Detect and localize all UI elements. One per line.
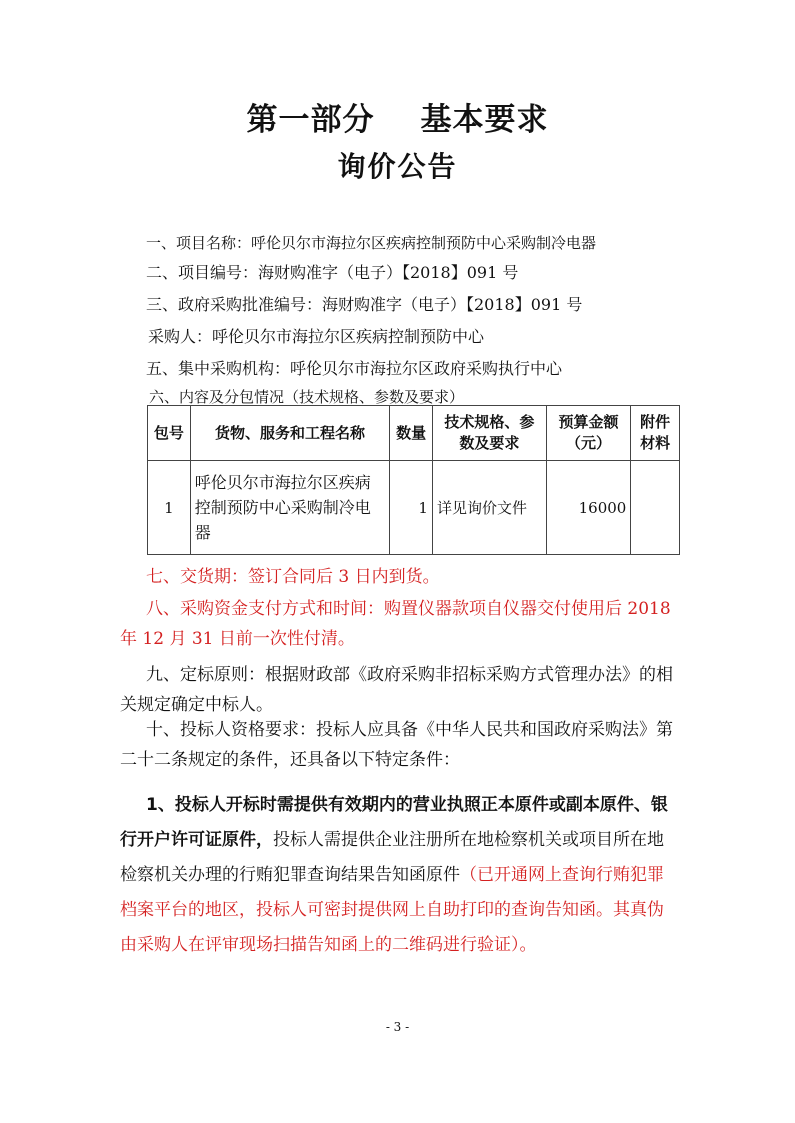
payment-paragraph: 八、采购资金支付方式和时间：购置仪器款项自仪器交付使用后 2018 年 12 月 31 日前一次性付清。 <box>120 599 671 649</box>
requirement-item-1 <box>120 788 680 963</box>
header-cell-attachment: 附件材料 <box>631 406 680 461</box>
content-line: 六、内容及分包情况（技术规格、参数及要求） <box>149 388 465 406</box>
header-cell-budget: 预算金额（元） <box>546 406 631 461</box>
cell-qty: 1 <box>390 461 433 555</box>
agency-line: 五、集中采购机构：呼伦贝尔市海拉尔区政府采购执行中心 <box>146 359 563 378</box>
notice-title: 询价公告 <box>337 150 458 183</box>
item1-red-text: （已开通网上查询行贿犯罪档案平台的地区，投标人可密封提供网上自助打印的查询告知函。其真伪由采购人在评审现场扫描告知函上的二维码进行验证）。 <box>120 865 664 955</box>
requirement-label: 基本要求 <box>420 102 549 138</box>
part-label: 第一部分 <box>246 102 375 138</box>
items-table <box>147 405 680 555</box>
delivery-paragraph: 七、交货期：签订合同后 3 日内到货。 <box>146 567 440 587</box>
principle-paragraph: 九、定标原则：根据财政部《政府采购非招标采购方式管理办法》的相关规定确定中标人。 <box>120 665 673 715</box>
table-row <box>148 461 680 555</box>
section-title <box>0 94 795 139</box>
cell-lot: 1 <box>148 461 191 555</box>
item1-bold-text: 1、投标人开标时需提供有效期内的营业执照正本原件或副本原件、银行开户许可证原件， <box>120 795 668 850</box>
cell-budget: 16000 <box>546 461 631 555</box>
project-number-line: 二、项目编号：海财购准字（电子）【2018】091 号 <box>146 263 519 282</box>
header-cell-qty: 数量 <box>390 406 433 461</box>
page-number: - 3 - <box>385 1020 410 1034</box>
header-cell-spec: 技术规格、参数及要求 <box>432 406 546 461</box>
qualification-paragraph: 十、投标人资格要求：投标人应具备《中华人民共和国政府采购法》第二十二条规定的条件，还具备以下特定条件： <box>120 720 673 770</box>
cell-spec: 详见询价文件 <box>432 461 546 555</box>
item1-text: 投标人需提供企业注册所在地检察机关或项目所在地检察机关办理的行贿犯罪查询结果告知函原件 <box>120 830 664 885</box>
purchaser-line: 采购人：呼伦贝尔市海拉尔区疾病控制预防中心 <box>148 327 485 346</box>
header-cell-lot: 包号 <box>148 406 191 461</box>
cell-attachment <box>631 461 680 555</box>
approval-number-line: 三、政府采购批准编号：海财购准字（电子）【2018】091 号 <box>146 295 583 314</box>
header-cell-name: 货物、服务和工程名称 <box>190 406 390 461</box>
project-name-line: 一、项目名称：呼伦贝尔市海拉尔区疾病控制预防中心采购制冷电器 <box>146 234 597 252</box>
table-header-row <box>148 406 680 461</box>
cell-name: 呼伦贝尔市海拉尔区疾病控制预防中心采购制冷电器 <box>190 461 390 555</box>
